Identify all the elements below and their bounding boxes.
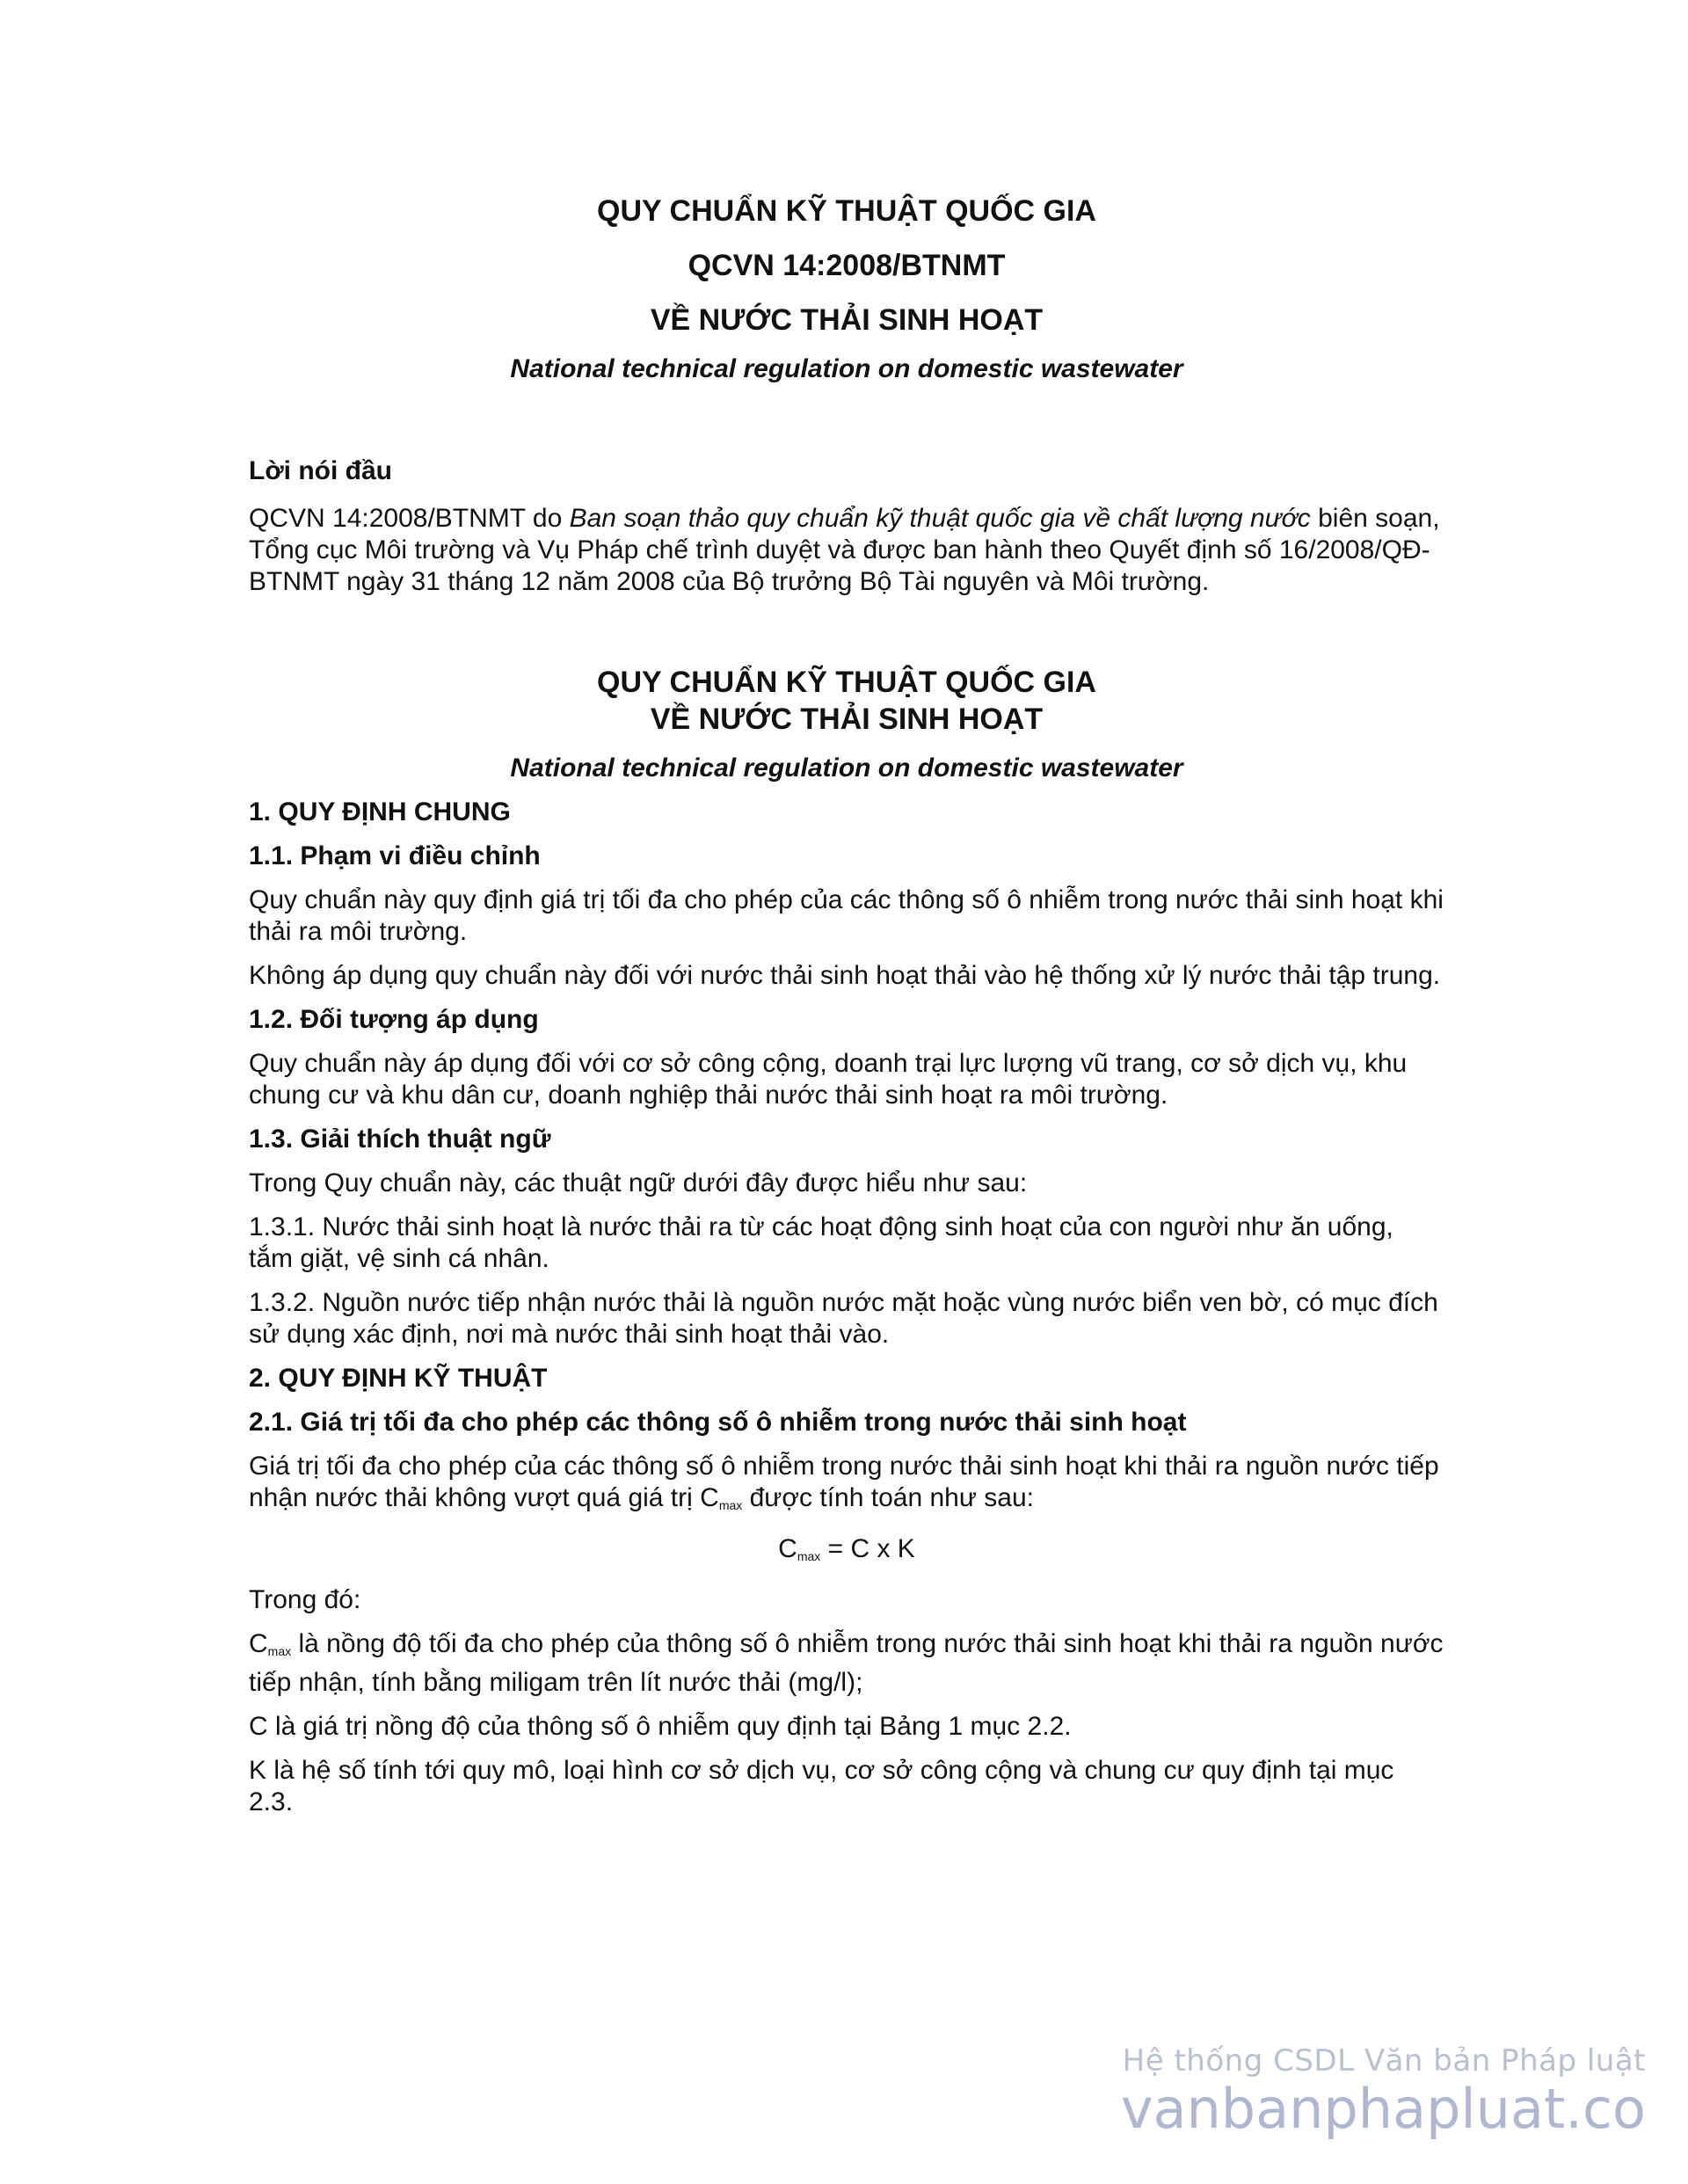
foreword-text-end: biên soạn, Tổng cục Môi trường và Vụ Pháp chế trình duyệt và được ban hành theo Quyết định số 16/2008/QĐ-BTNMT ngày 31 tháng 12 năm 2008 của Bộ trưởng Bộ Tài nguyên và Môi trường. [249, 504, 1440, 596]
main-title-line3: VỀ NƯỚC THẢI SINH HOẠT [650, 303, 1044, 337]
section-2-1-heading: 2.1. Giá trị tối đa cho phép các thông số ô nhiễm trong nước thải sinh hoạt [249, 1408, 1187, 1437]
section-1-2-paragraph-1: Quy chuẩn này áp dụng đối với cơ sở công cộng, doanh trại lực lượng vũ trang, cơ sở dịch vụ, khu chung cư và khu dân cư, doanh nghiệp thải nước thải sinh hoạt ra môi trường. [249, 1049, 1408, 1110]
second-title-line2: VỀ NƯỚC THẢI SINH HOẠT [650, 703, 1044, 736]
definition-cmax-c: C [249, 1629, 268, 1658]
definition-cmax-text: là nồng độ tối đa cho phép của thông số ô nhiễm trong nước thải sinh hoạt khi thải ra nguồn nước tiếp nhận, tính bằng miligam trên lít nước thải (mg/l); [249, 1629, 1444, 1697]
section-2-1-paragraph-1 [249, 1451, 1444, 1521]
section-1-2-heading: 1.2. Đối tượng áp dụng [249, 1005, 539, 1034]
formula-c: C [778, 1534, 797, 1563]
section-1-1-paragraph-2: Không áp dụng quy chuẩn này đối với nước thải sinh hoạt thải vào hệ thống xử lý nước thải tập trung. [249, 961, 1441, 990]
formula-subscript: max [797, 1549, 821, 1563]
definition-cmax [249, 1628, 1444, 1699]
second-title-line1: QUY CHUẨN KỸ THUẬT QUỐC GIA [597, 666, 1096, 699]
section-1-3-heading: 1.3. Giải thích thuật ngữ [249, 1125, 551, 1154]
section-1-1-heading: 1.1. Phạm vi điều chỉnh [249, 841, 541, 870]
foreword-text-italic: Ban soạn thảo quy chuẩn kỹ thuật quốc gia về chất lượng nước [569, 504, 1311, 533]
second-subtitle: National technical regulation on domestic wastewater [510, 753, 1183, 783]
section-2-1-p1-end: được tính toán như sau: [742, 1483, 1034, 1512]
section-1-3-paragraph-3: 1.3.2. Nguồn nước tiếp nhận nước thải là nguồn nước mặt hoặc vùng nước biển ven bờ, có mục đích sử dụng xác định, nơi mà nước thải sinh hoạt thải vào. [249, 1288, 1438, 1349]
section-2-heading: 2. QUY ĐỊNH KỸ THUẬT [249, 1364, 548, 1393]
definition-cmax-subscript: max [267, 1644, 292, 1658]
section-1-1-paragraph-1: Quy chuẩn này quy định giá trị tối đa cho phép của các thông số ô nhiễm trong nước thải sinh hoạt khi thải ra môi trường. [249, 885, 1444, 946]
document-content [249, 193, 1444, 1818]
section-2-1-p1-start: Giá trị tối đa cho phép của các thông số ô nhiễm trong nước thải sinh hoạt khi thải ra nguồn nước tiếp nhận nước thải không vượt quá giá trị C [249, 1452, 1439, 1512]
where-label: Trong đó: [249, 1585, 361, 1614]
formula-rest: = C x K [820, 1534, 915, 1563]
section-1-3-paragraph-2: 1.3.1. Nước thải sinh hoạt là nước thải ra từ các hoạt động sinh hoạt của con người như ăn uống, tắm giặt, vệ sinh cá nhân. [249, 1212, 1393, 1273]
main-title-line1: QUY CHUẨN KỸ THUẬT QUỐC GIA [597, 194, 1096, 228]
section-1-3-paragraph-1: Trong Quy chuẩn này, các thuật ngữ dưới đây được hiểu như sau: [249, 1168, 1028, 1198]
watermark [1121, 2043, 1646, 2140]
foreword-heading: Lời nói đầu [249, 456, 392, 485]
watermark-line2: vanbanphapluat.co [1120, 2077, 1646, 2141]
foreword-text-start: QCVN 14:2008/BTNMT do [249, 504, 570, 533]
section-1-heading: 1. QUY ĐỊNH CHUNG [249, 797, 511, 826]
section-2-1-p1-subscript: max [718, 1498, 743, 1512]
main-subtitle: National technical regulation on domestic wastewater [510, 354, 1183, 383]
main-title-code: QCVN 14:2008/BTNMT [688, 249, 1006, 282]
watermark-line1: Hệ thống CSDL Văn bản Pháp luật [1122, 2043, 1646, 2078]
definition-k: K là hệ số tính tới quy mô, loại hình cơ sở dịch vụ, cơ sở công cộng và chung cư quy định tại mục 2.3. [249, 1756, 1394, 1816]
definition-c: C là giá trị nồng độ của thông số ô nhiễm quy định tại Bảng 1 mục 2.2. [249, 1712, 1072, 1741]
foreword-text [249, 503, 1444, 598]
formula [249, 1533, 1444, 1572]
